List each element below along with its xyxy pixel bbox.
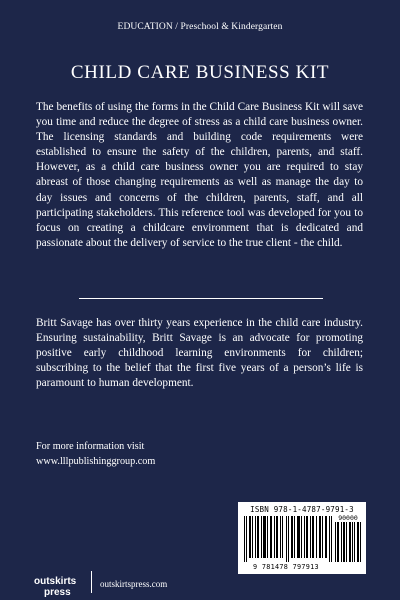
svg-text:press: press (44, 587, 71, 598)
more-info-block (36, 439, 286, 469)
publisher-url[interactable]: outskirtspress.com (100, 579, 168, 589)
book-title: CHILD CARE BUSINESS KIT (70, 62, 330, 83)
ean-digits: 9 781478 797913 (253, 563, 319, 571)
category-label: EDUCATION / Preschool & Kindergarten (117, 22, 283, 32)
book-description: The benefits of using the forms in the Child Care Business Kit will save you time and reduce the degree of stress as a child care business owner. The licensing standards and building code requirements were established to ensure the safety of the children, parents, and staff. However, as a child care business owner you are required to stay abreast of those changing requirements as well as manage the day to day issues and concerns of the children, parents, staff, and all participating stakeholders. This reference tool was developed for you to focus on creating a childcare environment that is dedicated and passionate about the delivery of service to the true client - the child. (36, 101, 363, 249)
outskirts-press-logo (34, 574, 90, 598)
more-info-label: For more information visit (36, 441, 145, 452)
isbn-barcode (238, 502, 366, 574)
section-divider (79, 298, 323, 299)
publisher-divider (91, 571, 92, 593)
price-addon-bars (335, 522, 361, 562)
more-info-url[interactable]: www.lllpublishinggroup.com (36, 456, 156, 467)
price-code: 90000 (338, 514, 358, 522)
isbn-label: ISBN 978-1-4787-9791-3 (250, 505, 354, 514)
author-bio: Britt Savage has over thirty years experience in the child care industry. Ensuring sustainability, Britt Savage is an advocate for promoting positive early childhood learning environments for children; subscribing to the belief that the first five years of a person’s life is paramount to human development. (36, 317, 363, 390)
svg-text:outskirts: outskirts (34, 576, 77, 587)
ean-barcode-bars (244, 516, 332, 562)
